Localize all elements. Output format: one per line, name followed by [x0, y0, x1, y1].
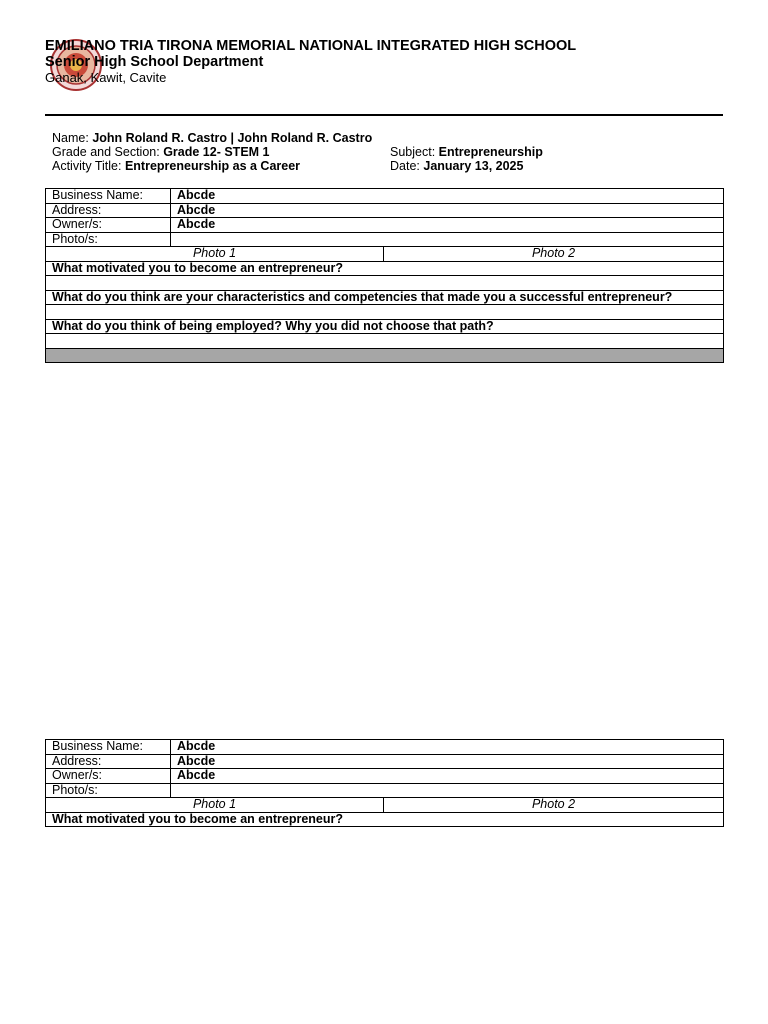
date-label: Date:: [390, 159, 420, 173]
address-value[interactable]: Abcde: [171, 203, 724, 218]
photo-2-box[interactable]: Photo 2: [384, 798, 724, 813]
answer-row: [46, 305, 724, 320]
photos-row: [46, 783, 724, 798]
owner-value[interactable]: Abcde: [171, 218, 724, 233]
answer-row: [46, 334, 724, 349]
grade-label: Grade and Section:: [52, 145, 160, 159]
question-employment: What do you think of being employed? Why you did not choose that path?: [46, 319, 724, 334]
photos-label: Photo/s:: [46, 783, 171, 798]
date-line: [390, 159, 523, 173]
answer-characteristics-box[interactable]: [46, 305, 724, 320]
photos-label: Photo/s:: [46, 232, 171, 247]
answer-row: [46, 276, 724, 291]
name-label: Name:: [52, 131, 89, 145]
grade-section: Grade 12- STEM 1: [163, 145, 270, 159]
photos-value[interactable]: [171, 783, 724, 798]
owner-label: Owner/s:: [46, 218, 171, 233]
subject-line: [390, 145, 543, 159]
question-row: [46, 319, 724, 334]
document-header: [45, 38, 576, 86]
student-name: John Roland R. Castro | John Roland R. Castro: [92, 131, 373, 145]
business-name-value[interactable]: Abcde: [171, 189, 724, 204]
business-form-1: [45, 188, 724, 363]
question-row: [46, 261, 724, 276]
question-row: [46, 812, 724, 827]
header-divider: [45, 114, 723, 116]
school-name: EMILIANO TRIA TIRONA MEMORIAL NATIONAL INTEGRATED HIGH SCHOOL: [45, 38, 577, 54]
subject: Entrepreneurship: [438, 145, 543, 159]
activity-label: Activity Title:: [52, 159, 122, 173]
business-name-value[interactable]: Abcde: [171, 740, 724, 755]
photo-1-box[interactable]: Photo 1: [46, 247, 384, 262]
photo-2-box[interactable]: Photo 2: [384, 247, 724, 262]
separator-row: [46, 348, 724, 363]
photo-1-box[interactable]: Photo 1: [46, 798, 384, 813]
owner-row: [46, 218, 724, 233]
activity-title-line: [52, 159, 300, 173]
business-name-row: [46, 189, 724, 204]
subject-label: Subject:: [390, 145, 436, 159]
photo-row: [46, 798, 724, 813]
question-motivation: What motivated you to become an entrepreneur?: [46, 261, 724, 276]
activity-title: Entrepreneurship as a Career: [124, 159, 301, 173]
answer-employment-box[interactable]: [46, 334, 724, 349]
student-name-line: [52, 131, 372, 145]
answer-motivation-box[interactable]: [46, 276, 724, 291]
business-name-label: Business Name:: [46, 189, 171, 204]
school-address: Ganak, Kawit, Cavite: [45, 70, 167, 85]
question-characteristics: What do you think are your characteristics and competencies that made you a successful entrepreneur?: [46, 290, 724, 305]
grade-section-line: [52, 145, 270, 159]
business-form-2: [45, 739, 724, 827]
address-label: Address:: [46, 754, 171, 769]
owner-value[interactable]: Abcde: [171, 769, 724, 784]
photos-value[interactable]: [171, 232, 724, 247]
owner-row: [46, 769, 724, 784]
photo-row: [46, 247, 724, 262]
business-name-row: [46, 740, 724, 755]
question-motivation: What motivated you to become an entrepreneur?: [46, 812, 724, 827]
form-separator: [46, 348, 724, 363]
department-name: Senior High School Department: [45, 54, 264, 70]
question-row: [46, 290, 724, 305]
business-name-label: Business Name:: [46, 740, 171, 755]
photos-row: [46, 232, 724, 247]
address-row: [46, 203, 724, 218]
address-label: Address:: [46, 203, 171, 218]
address-row: [46, 754, 724, 769]
owner-label: Owner/s:: [46, 769, 171, 784]
address-value[interactable]: Abcde: [171, 754, 724, 769]
date: January 13, 2025: [423, 159, 524, 173]
